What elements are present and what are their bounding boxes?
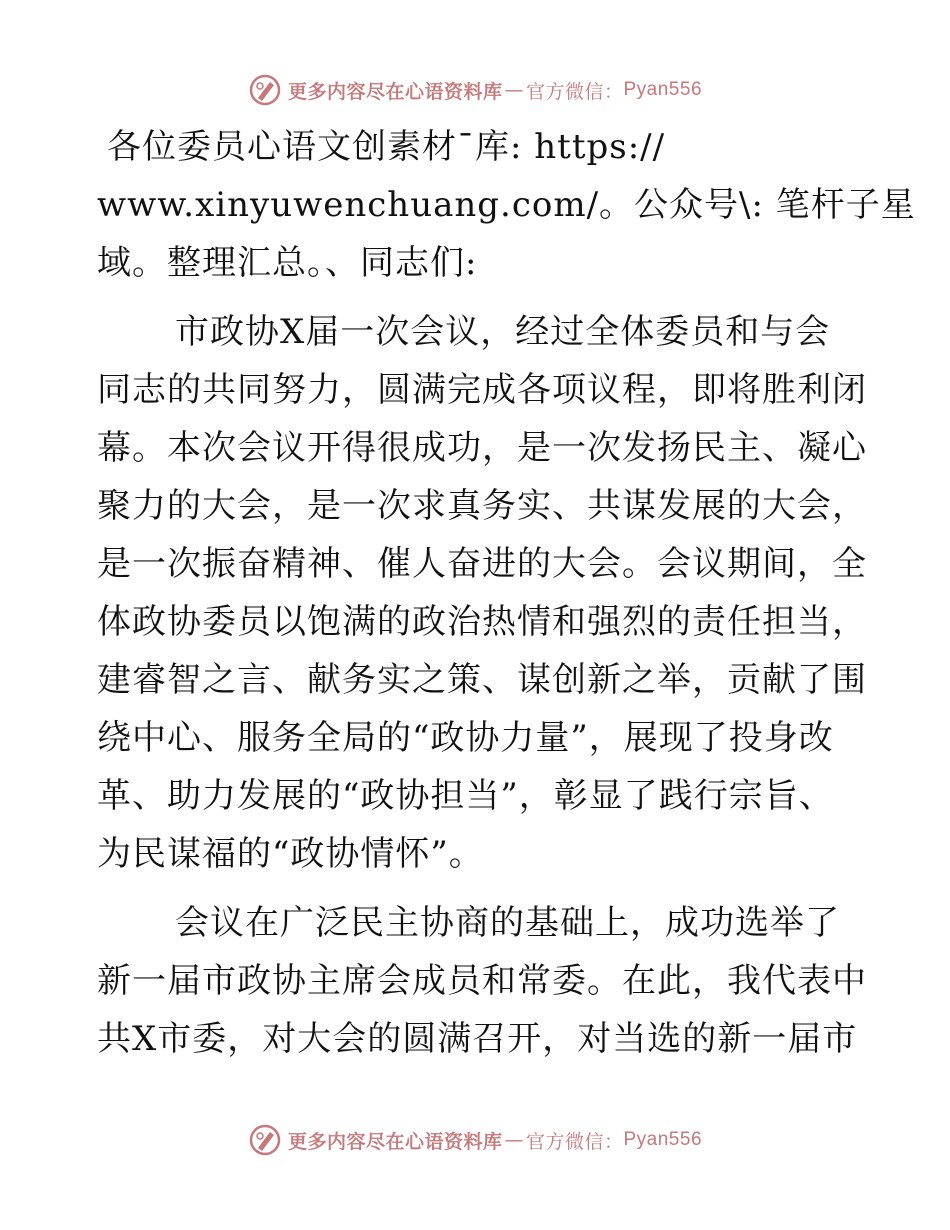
paragraph-line: 共X市委，对大会的圆满召开，对当选的新一届市: [97, 1019, 858, 1059]
footer-watermark: [0, 1120, 950, 1160]
paragraph-line: 聚力的大会，是一次求真务实、共谋发展的大会，: [97, 486, 867, 526]
paragraph-line: 体政协委员以饱满的政治热情和强烈的责任担当，: [97, 602, 867, 642]
watermark-wechat-id: Pyan556: [623, 1129, 703, 1150]
document-body: [97, 118, 916, 1068]
paragraph-line: 是一次振奋精神、催人奋进的大会。会议期间，全: [97, 544, 867, 584]
paragraph-line: 会议在广泛民主协商的基础上，成功选举了: [175, 903, 840, 943]
paragraph-2: [97, 894, 867, 1068]
paragraph-line: 幕。本次会议开得很成功，是一次发扬民主、凝心: [97, 428, 867, 468]
paragraph-line: 为民谋福的“政协情怀”。: [97, 834, 484, 874]
header-watermark: [0, 70, 950, 110]
paragraph-line: 新一届市政协主席会成员和常委。在此，我代表中: [97, 961, 867, 1001]
header-line: www.xinyuwenchuang.com/。公众号\: 笔杆子星: [97, 185, 916, 225]
watermark-wechat-label: 官方微信：: [525, 80, 624, 103]
watermark-wechat-id: Pyan556: [623, 79, 703, 100]
paragraph-line: 革、助力发展的“政协担当”，彰显了践行宗旨、: [97, 776, 834, 816]
paragraph-line: 建睿智之言、献务实之策、谋创新之举，贡献了围: [97, 660, 867, 700]
paragraph-1: [97, 303, 867, 883]
header-line: 各位委员心语文创素材¯库: https://: [107, 127, 666, 167]
paragraph-line: 市政协X届一次会议，经过全体委员和与会: [175, 312, 831, 352]
watermark-wechat-label: 官方微信：: [525, 1130, 624, 1153]
paragraph-gap: [97, 292, 853, 303]
paragraph-line: 绕中心、服务全局的“政协力量”，展现了投身改: [97, 718, 834, 758]
watermark-main-text: 更多内容尽在心语资料库: [287, 1130, 503, 1153]
pen-seal-icon: [248, 1123, 282, 1157]
paragraph-gap: [97, 883, 853, 894]
pen-seal-icon: [248, 73, 282, 107]
paragraph-line: 同志的共同努力，圆满完成各项议程，即将胜利闭: [97, 370, 867, 410]
watermark-separator: —: [504, 79, 524, 101]
watermark-main-text: 更多内容尽在心语资料库: [287, 80, 503, 103]
header-line: 域。整理汇总。、同志们:: [97, 243, 478, 283]
watermark-separator: —: [504, 1129, 524, 1151]
